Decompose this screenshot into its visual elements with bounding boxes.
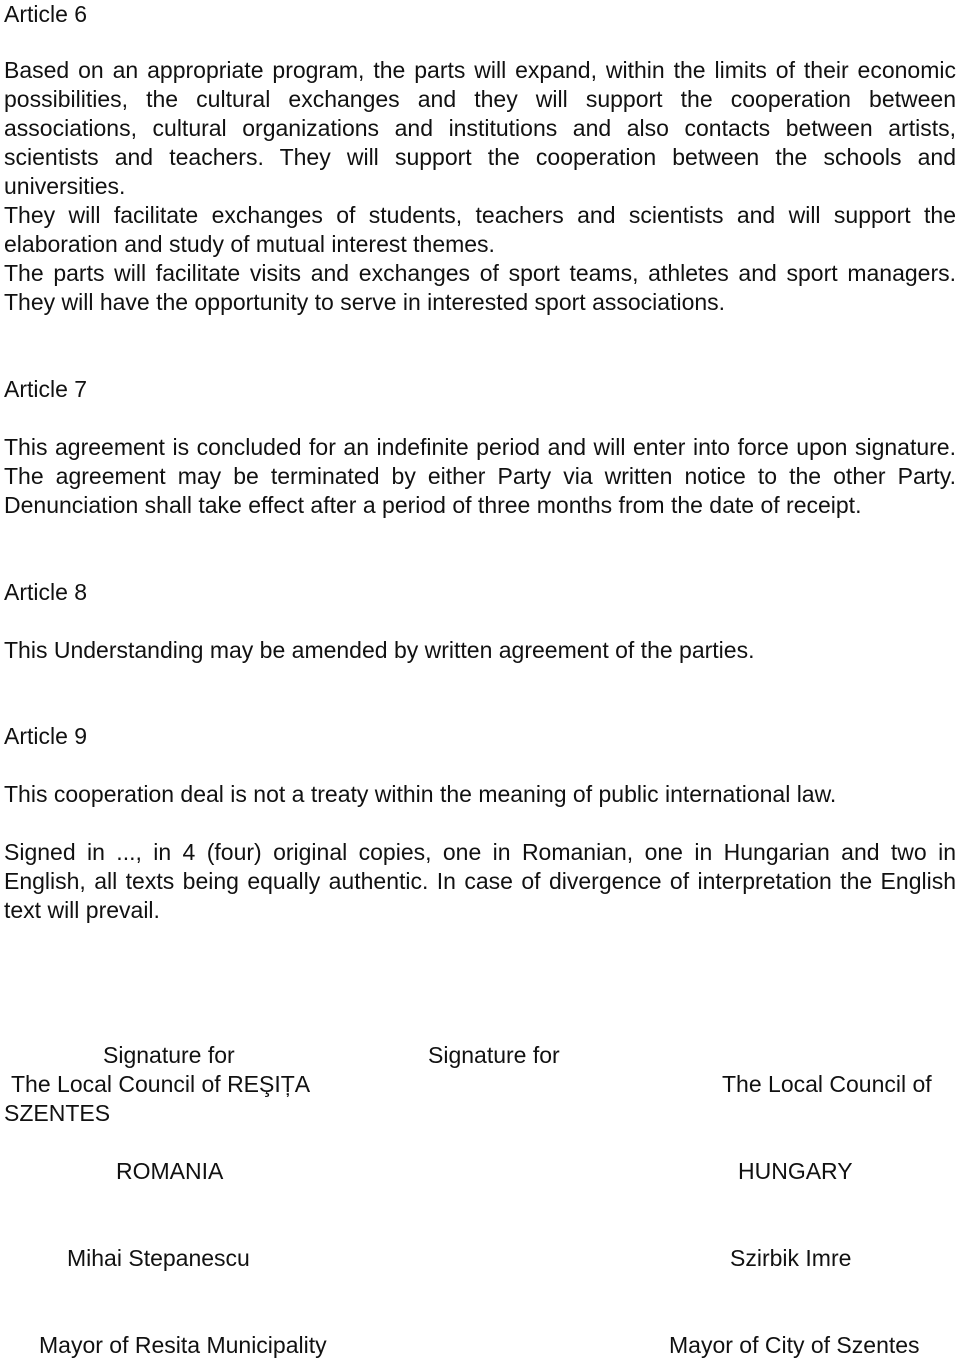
article-9-heading: Article 9 xyxy=(4,723,88,749)
right-signatory-name: Szirbik Imre xyxy=(730,1245,852,1271)
signing-clause xyxy=(4,838,956,925)
signing-clause-text: Signed in ..., in 4 (four) original copies, one in Romanian, one in Hungarian and two in English, all texts being equally authentic. In case of divergence of interpretation the English text will prevail. xyxy=(4,839,956,923)
left-signatory-title: Mayor of Resita Municipality xyxy=(39,1332,327,1358)
article-6-paragraph-3: The parts will facilitate visits and exchanges of sport teams, athletes and sport managers. They will have the opportunity to serve in interested sport associations. xyxy=(4,260,956,315)
article-6-body xyxy=(4,56,956,317)
article-8-paragraph: This Understanding may be amended by written agreement of the parties. xyxy=(4,637,755,663)
left-council: The Local Council of REŞIȚA xyxy=(11,1071,311,1097)
article-9-paragraph: This cooperation deal is not a treaty within the meaning of public international law. xyxy=(4,781,837,807)
right-signature-label: Signature for xyxy=(428,1042,560,1068)
left-country: ROMANIA xyxy=(116,1158,224,1184)
article-7-paragraph: This agreement is concluded for an indefinite period and will enter into force upon signature. The agreement may be terminated by either Party via written notice to the other Party. Denunciation shall take effect after a period of three months from the date of receipt. xyxy=(4,434,956,518)
article-7-heading: Article 7 xyxy=(4,376,88,402)
right-country: HUNGARY xyxy=(738,1158,853,1184)
left-signatory-name: Mihai Stepanescu xyxy=(67,1245,250,1271)
left-signature-label: Signature for xyxy=(103,1042,235,1068)
article-6-paragraph-2: They will facilitate exchanges of students, teachers and scientists and will support the elaboration and study of mutual interest themes. xyxy=(4,202,956,257)
article-7-body xyxy=(4,433,956,520)
right-council-line-1: The Local Council of xyxy=(722,1071,932,1097)
article-8-heading: Article 8 xyxy=(4,579,88,605)
right-council-line-2: SZENTES xyxy=(4,1100,111,1126)
article-6-paragraph-1: Based on an appropriate program, the parts will expand, within the limits of their economic possibilities, the cultural exchanges and they will support the cooperation between associations, cultural organizations and institutions and also contacts between artists, scientists and teachers. They will support the cooperation between the schools and universities. xyxy=(4,57,956,199)
right-signatory-title: Mayor of City of Szentes xyxy=(669,1332,920,1358)
article-6-heading: Article 6 xyxy=(4,1,88,27)
